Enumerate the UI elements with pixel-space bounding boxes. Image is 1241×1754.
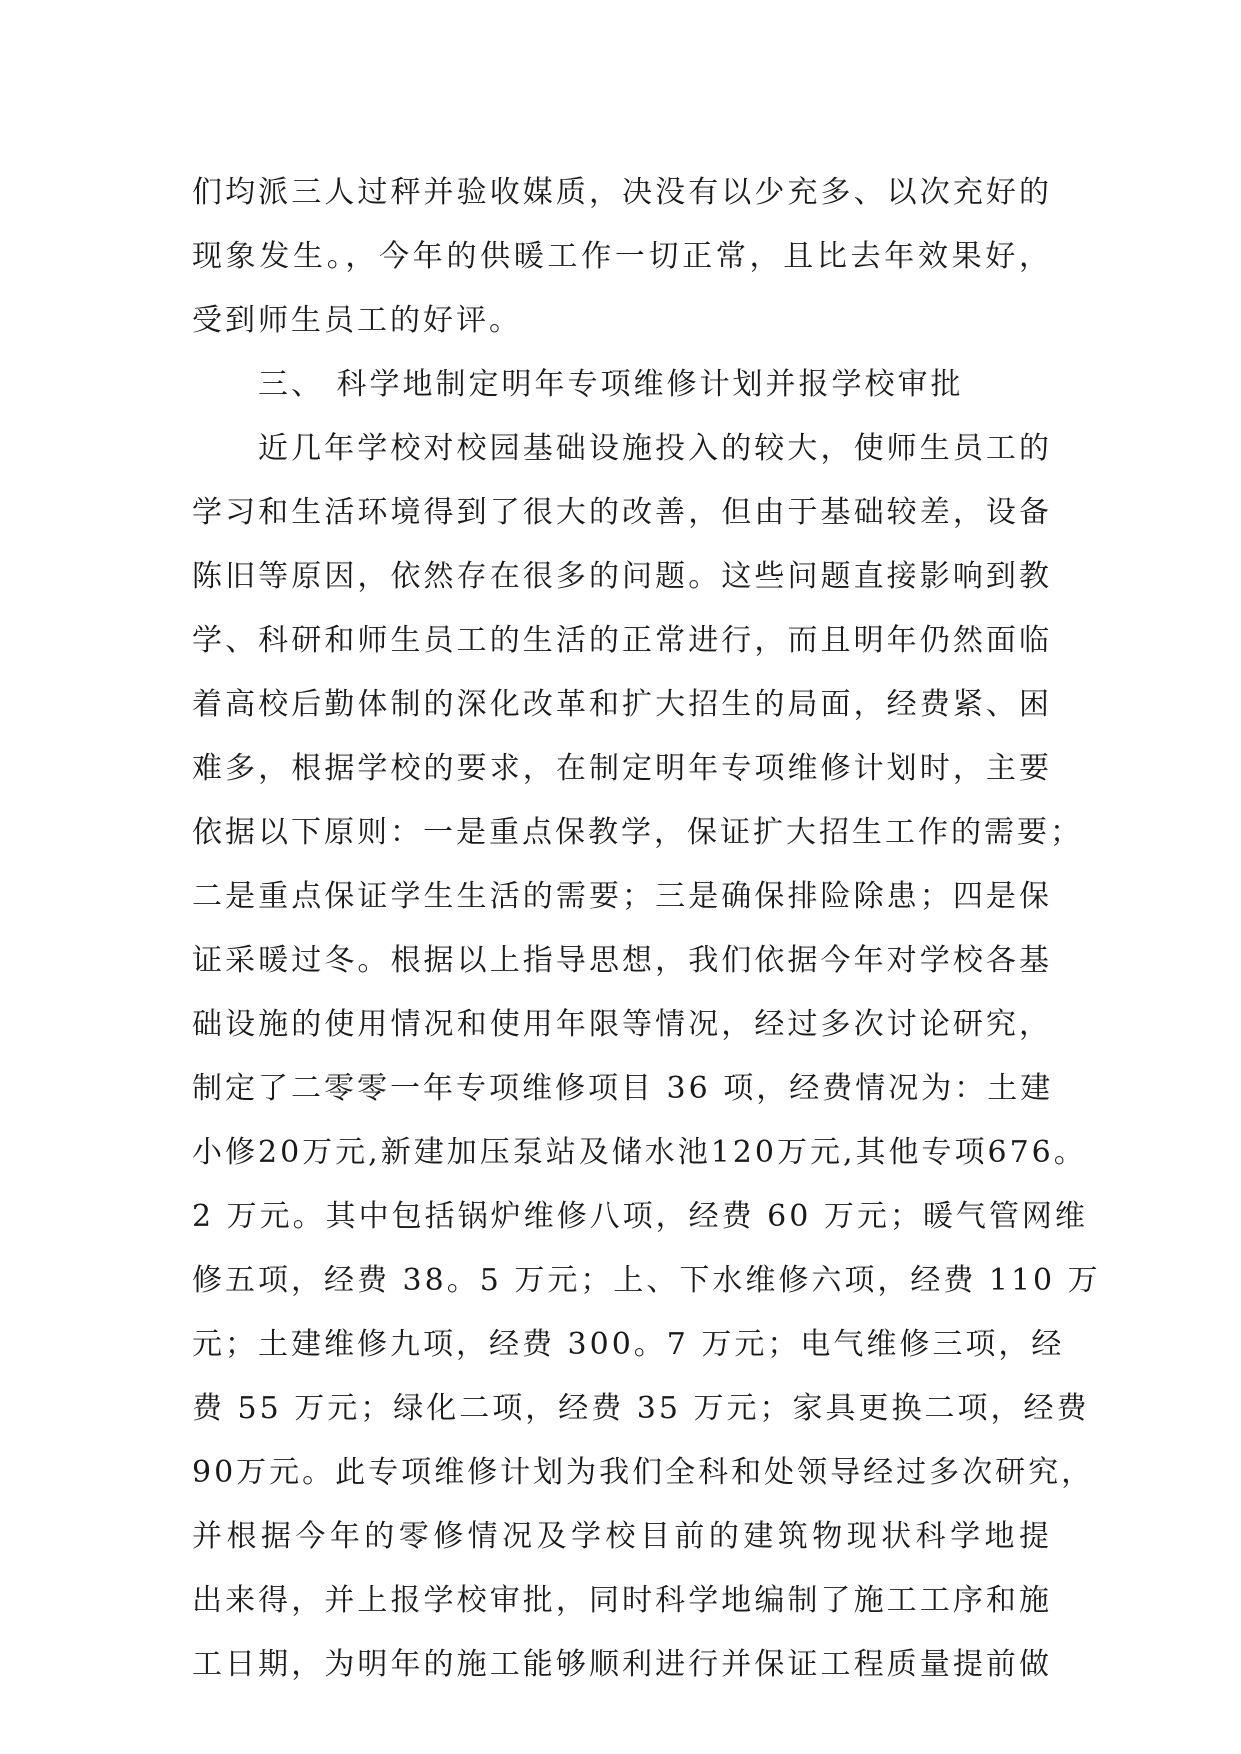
text-line: 难多，根据学校的要求，在制定明年专项维修计划时，主要 xyxy=(192,751,1052,786)
text-line: 依据以下原则：一是重点保教学，保证扩大招生工作的需要； xyxy=(192,815,1083,850)
text-line: 学习和生活环境得到了很大的改善，但由于基础较差，设备 xyxy=(192,495,1052,530)
text-line: 学、科研和师生员工的生活的正常进行，而且明年仍然面临 xyxy=(192,623,1052,658)
text-line: 们均派三人过秤并验收媒质，决没有以少充多、以次充好的 xyxy=(192,175,1052,210)
text-line: 元；土建维修九项，经费 300。7 万元；电气维修三项，经 xyxy=(192,1327,1065,1362)
text-line: 工日期，为明年的施工能够顺利进行并保证工程质量提前做 xyxy=(192,1647,1052,1682)
text-line: 证采暖过冬。根据以上指导思想，我们依据今年对学校各基 xyxy=(192,943,1052,978)
text-line: 90万元。此专项维修计划为我们全科和处领导经过多次研究， xyxy=(192,1455,1095,1490)
text-line: 二是重点保证学生生活的需要；三是确保排险除患；四是保 xyxy=(192,879,1052,914)
text-line: 础设施的使用情况和使用年限等情况，经过多次讨论研究， xyxy=(192,1007,1052,1042)
text-line: 修五项，经费 38。5 万元；上、下水维修六项，经费 110 万 xyxy=(192,1263,1101,1298)
text-line: 出来得，并上报学校审批，同时科学地编制了施工工序和施 xyxy=(192,1583,1052,1618)
section-heading: 三、 科学地制定明年专项维修计划并报学校审批 xyxy=(258,367,964,402)
text-line: 制定了二零零一年专项维修项目 36 项，经费情况为：土建 xyxy=(192,1071,1054,1106)
text-line: 陈旧等原因，依然存在很多的问题。这些问题直接影响到教 xyxy=(192,559,1052,594)
paragraph-first-line: 近几年学校对校园基础设施投入的较大，使师生员工的 xyxy=(258,431,1052,466)
text-line: 2 万元。其中包括锅炉维修八项，经费 60 万元；暖气管网维 xyxy=(192,1199,1088,1234)
text-line: 受到师生员工的好评。 xyxy=(192,303,522,338)
text-line: 并根据今年的零修情况及学校目前的建筑物现状科学地提 xyxy=(192,1519,1052,1554)
text-line: 小修20万元,新建加压泵站及储水池120万元,其他专项676。 xyxy=(192,1135,1087,1170)
text-line: 现象发生。，今年的供暖工作一切正常，且比去年效果好， xyxy=(192,239,1052,274)
text-line: 费 55 万元；绿化二项，经费 35 万元；家具更换二项，经费 xyxy=(192,1391,1090,1426)
text-line: 着高校后勤体制的深化改革和扩大招生的局面，经费紧、困 xyxy=(192,687,1052,722)
document-body xyxy=(192,161,1101,1697)
